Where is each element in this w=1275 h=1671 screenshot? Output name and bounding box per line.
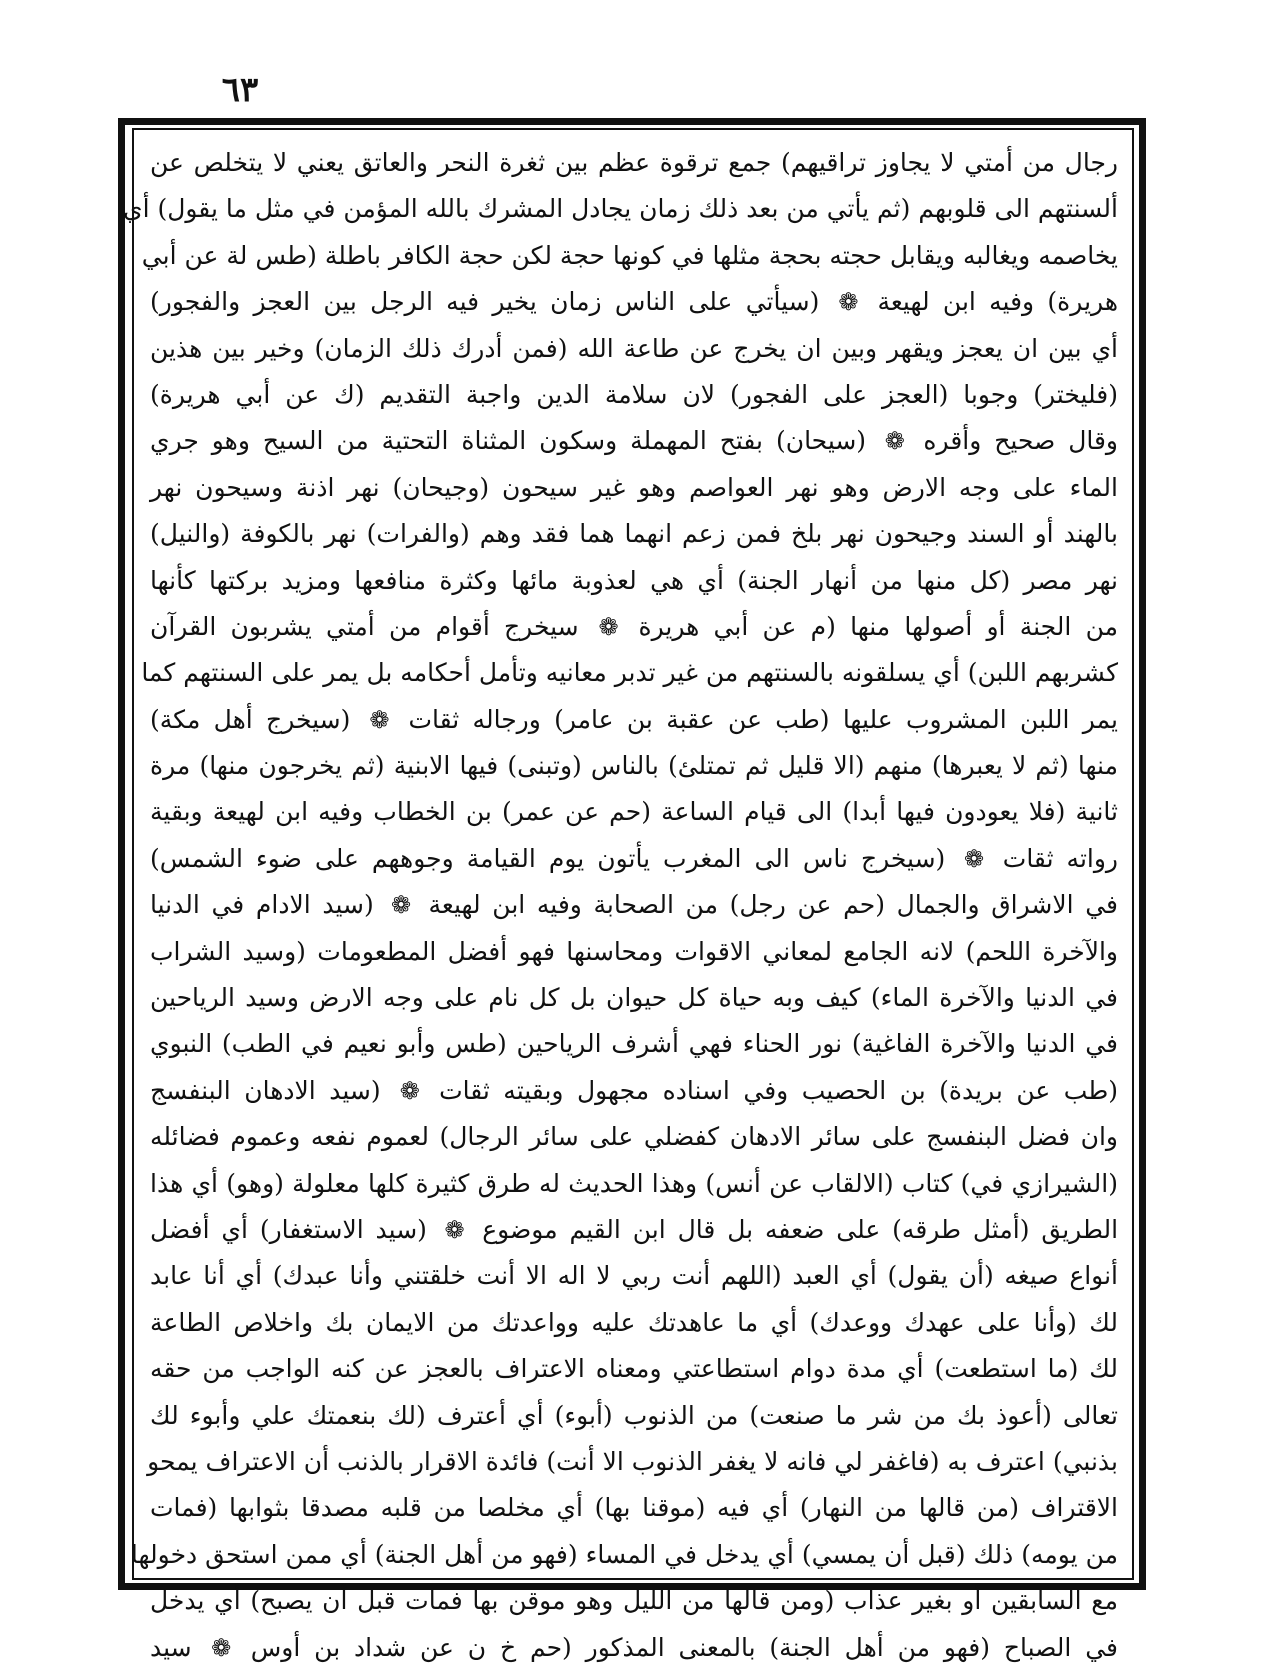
text-line-content: (الشيرازي في) كتاب (الالقاب عن أنس) وهذا الحديث له طرق كثيرة كلها معلولة (وهو) أي هذا [150,1168,1118,1198]
text-line [150,836,1118,882]
text-line-content: هريرة) وفيه ابن لهيعة [877,287,1118,317]
text-line-continuation: (سيد الادام في الدنيا [150,890,374,920]
text-line-content: نهر مصر (كل منها من أنهار الجنة) أي هي لعذوبة مائها وكثرة منافعها ومزيد بركتها كأنها [150,565,1118,595]
text-line-content: رواته ثقات [1002,843,1118,873]
text-line-content: بالهند أو السند وجيحون نهر بلخ فمن زعم انهما هما فقد وهم (والفرات) نهر بالكوفة (والنيل) [150,519,1118,549]
text-line [150,1021,1118,1067]
text-line [150,140,1118,186]
text-line [150,1346,1118,1392]
text-line-content: ألسنتهم الى قلوبهم (ثم يأتي من بعد ذلك زمان يجادل المشرك بالله المؤمن في مثل ما يقول) أي [123,194,1118,224]
text-line-continuation: (سيخرج أهل مكة) [150,704,351,734]
text-line-content: يمر اللبن المشروب عليها (طب عن عقبة بن عامر) ورجاله ثقات [408,704,1118,734]
text-line-content: من الجنة أو أصولها منها (م عن أبي هريرة [638,611,1118,641]
text-line [147,1439,1118,1485]
text-line-continuation: (سيد الادهان البنفسج [150,1075,381,1105]
ornament-flower-icon: ❁ [872,427,918,456]
text-line-content: منها (ثم لا يعبرها) منهم (الا قليل ثم تمتلئ) بالناس (وتبنى) فيها الابنية (ثم يخرجون منها) مرة [150,751,1118,781]
ornament-flower-icon: ❁ [197,1633,245,1662]
text-line-continuation: (سيأتي على الناس زمان يخير فيه الرجل بين العجز والفجور) [150,287,820,317]
ornament-flower-icon: ❁ [379,891,423,920]
ornament-flower-icon: ❁ [386,1076,434,1105]
text-line [150,929,1118,975]
text-line-continuation: سيخرج أقوام من أمتي يشربون القرآن [150,611,579,641]
ornament-flower-icon: ❁ [356,705,403,734]
text-line [150,279,1118,325]
text-line-content: الاقتراف (من قالها من النهار) أي فيه (موقنا بها) أي مخلصا من قلبه مصدقا بثوابها (فمات [150,1493,1118,1523]
text-line-content: (فليختر) وجوبا (العجز على الفجور) لان سلامة الدين واجبة التقديم (ك عن أبي هريرة) [150,379,1118,409]
text-line [150,789,1118,835]
text-line-content: أي بين ان يعجز ويقهر وبين ان يخرج عن طاعة الله (فمن أدرك ذلك الزمان) وخير بين هذين [150,333,1118,363]
text-line-content: من يومه) ذلك (قبل أن يمسي) أي يدخل في المساء (فهو من أهل الجنة) أي ممن استحق دخولها [130,1539,1118,1569]
text-line-content: ثانية (فلا يعودون فيها أبدا) الى قيام الساعة (حم عن عمر) بن الخطاب وفيه ابن لهيعة وبقية [150,797,1118,827]
text-line [150,372,1118,418]
text-line-content: لك (وأنا على عهدك ووعدك) أي ما عاهدتك عليه وواعدتك من الايمان بك واخلاص الطاعة [150,1307,1118,1337]
text-line [123,186,1118,232]
text-line [150,882,1118,928]
text-line [150,1114,1118,1160]
text-line [150,1207,1118,1253]
text-line-content: تعالى (أعوذ بك من شر ما صنعت) من الذنوب (أبوء) أي أعترف (لك بنعمتك علي وأبوء لك [150,1400,1118,1430]
text-line [150,743,1118,789]
text-line-content: أنواع صيغه (أن يقول) أي العبد (اللهم أنت ربي لا اله الا أنت خلقتني وأنا عبدك) أي أنا عابد [150,1261,1118,1291]
text-line-content: رجال من أمتي لا يجاوز تراقيهم) جمع ترقوة عظم بين ثغرة النحر والعاتق يعني لا يتخلص عن [150,148,1118,177]
text-line-content: والآخرة اللحم) لانه الجامع لمعاني الاقوات ومحاسنها فهو أفضل المطعومات (وسيد الشراب [150,936,1118,966]
text-line [150,1485,1118,1531]
text-line [150,604,1118,650]
text-line [150,1068,1118,1114]
text-line-content: لك (ما استطعت) أي مدة دوام استطاعتي ومعناه الاعتراف بالعجز عن كنه الواجب من حقه [150,1354,1118,1384]
text-line-content: في الدنيا والآخرة الماء) كيف وبه حياة كل حيوان بل كل نام على وجه الارض وسيد الرياحين [150,983,1118,1013]
ornament-flower-icon: ❁ [432,1215,477,1244]
main-text [123,140,1119,1662]
text-line [141,650,1118,696]
text-line-content: (طب عن بريدة) بن الحصيب وفي اسناده مجهول وبقيته ثقات [439,1075,1118,1105]
ornament-flower-icon: ❁ [584,612,633,641]
text-line [150,1253,1118,1299]
text-line [150,558,1118,604]
text-line [130,1532,1118,1578]
text-line-continuation: (سيخرج ناس الى المغرب يأتون يوم القيامة وجوههم على ضوء الشمس) [150,843,946,873]
text-line [150,326,1118,372]
text-line-continuation: سيد [150,1632,192,1662]
text-line [150,975,1118,1021]
text-line-content: في الاشراق والجمال (حم عن رجل) من الصحابة وفيه ابن لهيعة [428,890,1118,920]
text-line [150,1625,1118,1671]
text-line-content: بذنبي) اعترف به (فاغفر لي فانه لا يغفر الذنوب الا أنت) فائدة الاقرار بالذنب أن الاعتراف يمحو [147,1446,1118,1476]
text-line-content: يخاصمه ويغالبه ويقابل حجته بحجة مثلها في كونها حجة لكن حجة الكافر باطلة (طس لة عن أبي [141,240,1118,270]
text-line-content: وقال صحيح وأقره [923,426,1118,456]
text-line-continuation: (سيد الاستغفار) أي أفضل [150,1214,427,1244]
text-line-content: كشربهم اللبن) أي يسلقونه بالسنتهم من غير تدبر معانيه وتأمل أحكامه بل يمر على السنتهم كما [141,658,1118,688]
text-line [150,1393,1118,1439]
text-line [150,1578,1118,1624]
text-line-content: الماء على وجه الارض وهو نهر العواصم وهو غير سيحون (وجيحان) نهر اذنة وسيحون نهر [150,472,1118,502]
text-line [150,511,1118,557]
text-line-content: مع السابقين أو بغير عذاب (ومن قالها من الليل وهو موقن بها فمات قبل أن يصبح) أي يدخل [150,1586,1118,1616]
text-line [150,697,1118,743]
text-line [150,465,1118,511]
text-line-content: في الدنيا والآخرة الفاغية) نور الحناء فهي أشرف الرياحين (طس وأبو نعيم في الطب) النبوي [150,1029,1118,1059]
text-line [150,418,1118,464]
page-number: ٦٣ [221,70,259,110]
text-line-content: في الصباح (فهو من أهل الجنة) بالمعنى المذكور (حم خ ن عن شداد بن أوس [250,1632,1118,1662]
text-line [150,1161,1118,1207]
text-line-content: الطريق (أمثل طرقه) على ضعفه بل قال ابن القيم موضوع [482,1214,1119,1244]
ornament-flower-icon: ❁ [825,288,872,317]
ornament-flower-icon: ❁ [951,844,997,873]
text-line-continuation: (سيحان) بفتح المهملة وسكون المثناة التحتية من السيح وهو جري [150,426,867,456]
text-line-content: وان فضل البنفسج على سائر الادهان كفضلي على سائر الرجال) لعموم نفعه وعموم فضائله [150,1122,1118,1152]
text-line [141,233,1118,279]
text-line [150,1300,1118,1346]
